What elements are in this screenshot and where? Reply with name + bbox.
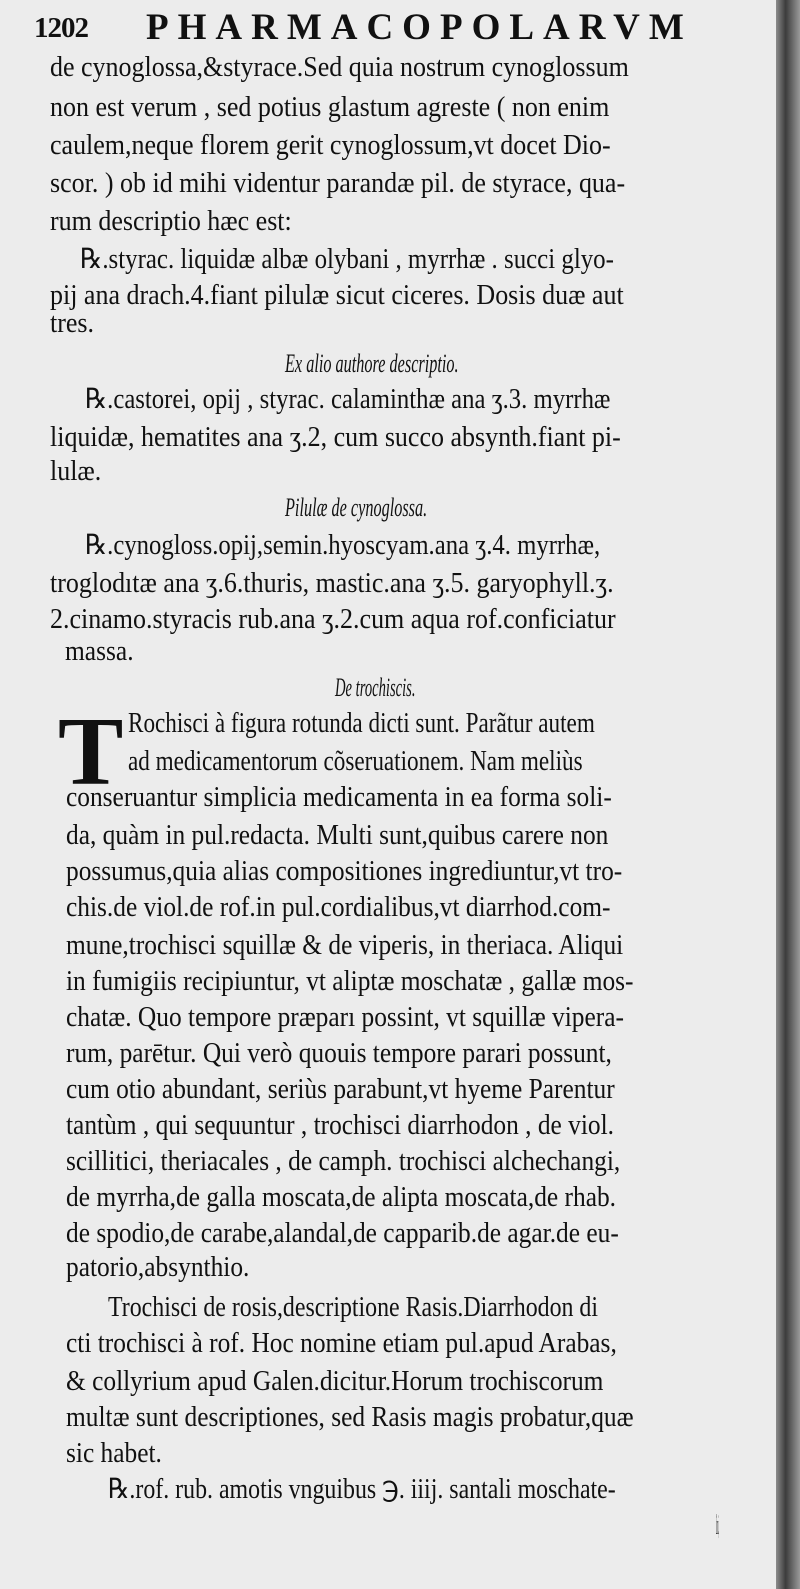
text-line: multæ sunt descriptiones, sed Rasis magis probatur,quæ	[66, 1402, 634, 1433]
text-line: mune,trochisci squillæ & de viperis, in theriaca. Aliqui	[66, 930, 624, 961]
text-line: liquidæ, hematites ana ʒ.2, cum succo absynth.fiant pi-	[50, 422, 621, 453]
text-line: ℞.castorei, opij , styrac. calaminthæ ana ʒ.3. myrrhæ	[85, 384, 611, 415]
text-line: Rochisci à figura rotunda dicti sunt. Parãtur autem	[128, 708, 595, 739]
text-line: caulem,neque florem gerit cynoglossum,vt docet Dio-	[50, 130, 611, 161]
running-head	[34, 4, 754, 50]
text-line: chatæ. Quo tempore præparı possint, vt squillæ vipera-	[66, 1002, 624, 1033]
text-line: Trochisci de rosis,descriptione Rasis.Diarrhodon di	[108, 1292, 599, 1323]
section-heading: De trochiscis.	[335, 673, 416, 702]
text-line: cum otio abundant, seriùs parabunt,vt hyeme Parentur	[66, 1074, 615, 1105]
text-line: de myrrha,de galla moscata,de alipta moscata,de rhab.	[66, 1182, 617, 1213]
text-line: non est verum , sed potius glastum agreste ( non enim	[50, 92, 610, 123]
text-line: cti trochisci à rof. Hoc nomine etiam pul.apud Arabas,	[66, 1328, 617, 1359]
text-line: rum, parētur. Qui verò quouis tempore parari possunt,	[66, 1038, 612, 1069]
text-line: ℞.styrac. liquidæ albæ olybani , myrrhæ . succi glyo-	[80, 244, 614, 275]
text-line: possumus,quia alias compositiones ingrediuntur,vt tro-	[66, 856, 623, 887]
text-line: massa.	[65, 636, 134, 667]
text-line: & collyrium apud Galen.dicitur.Horum trochiscorum	[66, 1366, 604, 1397]
text-line: de cynoglossa,&styrace.Sed quia nostrum cynoglossum	[50, 52, 629, 83]
text-line: chis.de viol.de rof.in pul.cordialibus,vt diarrhod.com-	[66, 892, 611, 923]
text-line: conseruantur simplicia medicamenta in ea forma soli-	[66, 782, 612, 813]
text-line: troglodıtæ ana ʒ.6.thuris, mastic.ana ʒ.5. garyophyll.ʒ.	[50, 568, 614, 599]
text-line: 2.cinamo.styracis rub.ana ʒ.2.cum aqua rof.conficiatur	[50, 604, 616, 635]
text-line: ad medicamentorum cõseruationem. Nam meliùs	[128, 746, 583, 777]
running-title: PHARMACOPOLARVM	[146, 7, 693, 48]
text-line: scor. ) ob id mihi videntur parandæ pil. de styrace, qua-	[50, 168, 626, 199]
text-line: lini,	[716, 1510, 720, 1541]
section-heading: Pilulæ de cynoglossa.	[285, 493, 428, 522]
text-line: tantùm , qui sequuntur , trochisci diarrhodon , de viol.	[66, 1110, 615, 1141]
text-line: tres.	[50, 308, 95, 339]
page-gutter-shadow	[776, 0, 800, 1589]
page-number: 1202	[34, 12, 88, 44]
text-line: lulæ.	[50, 456, 102, 487]
text-line: da, quàm in pul.redacta. Multi sunt,quibus carere non	[66, 820, 609, 851]
text-line: in fumigiis recipiuntur, vt aliptæ moschatæ , gallæ mos-	[66, 966, 634, 997]
text-line: de spodio,de carabe,alandal,de capparib.de agar.de eu-	[66, 1218, 619, 1249]
text-line: ℞.cynogloss.opij,semin.hyoscyam.ana ʒ.4. myrrhæ,	[85, 530, 601, 561]
text-line: patorio,absynthio.	[66, 1252, 250, 1283]
text-line: pij ana drach.4.fiant pilulæ sicut ciceres. Dosis duæ aut	[50, 280, 624, 311]
text-line: scillitici, theriacales , de camph. trochisci alchechangi,	[66, 1146, 621, 1177]
text-line: rum descriptio hæc est:	[50, 206, 292, 237]
drop-capital: T	[58, 698, 124, 806]
text-line: ℞.rof. rub. amotis vnguibus ℈. iiij. santali moschate-	[108, 1474, 616, 1505]
text-line: sic habet.	[66, 1438, 162, 1469]
section-heading: Ex alio authore descriptio.	[285, 349, 459, 378]
